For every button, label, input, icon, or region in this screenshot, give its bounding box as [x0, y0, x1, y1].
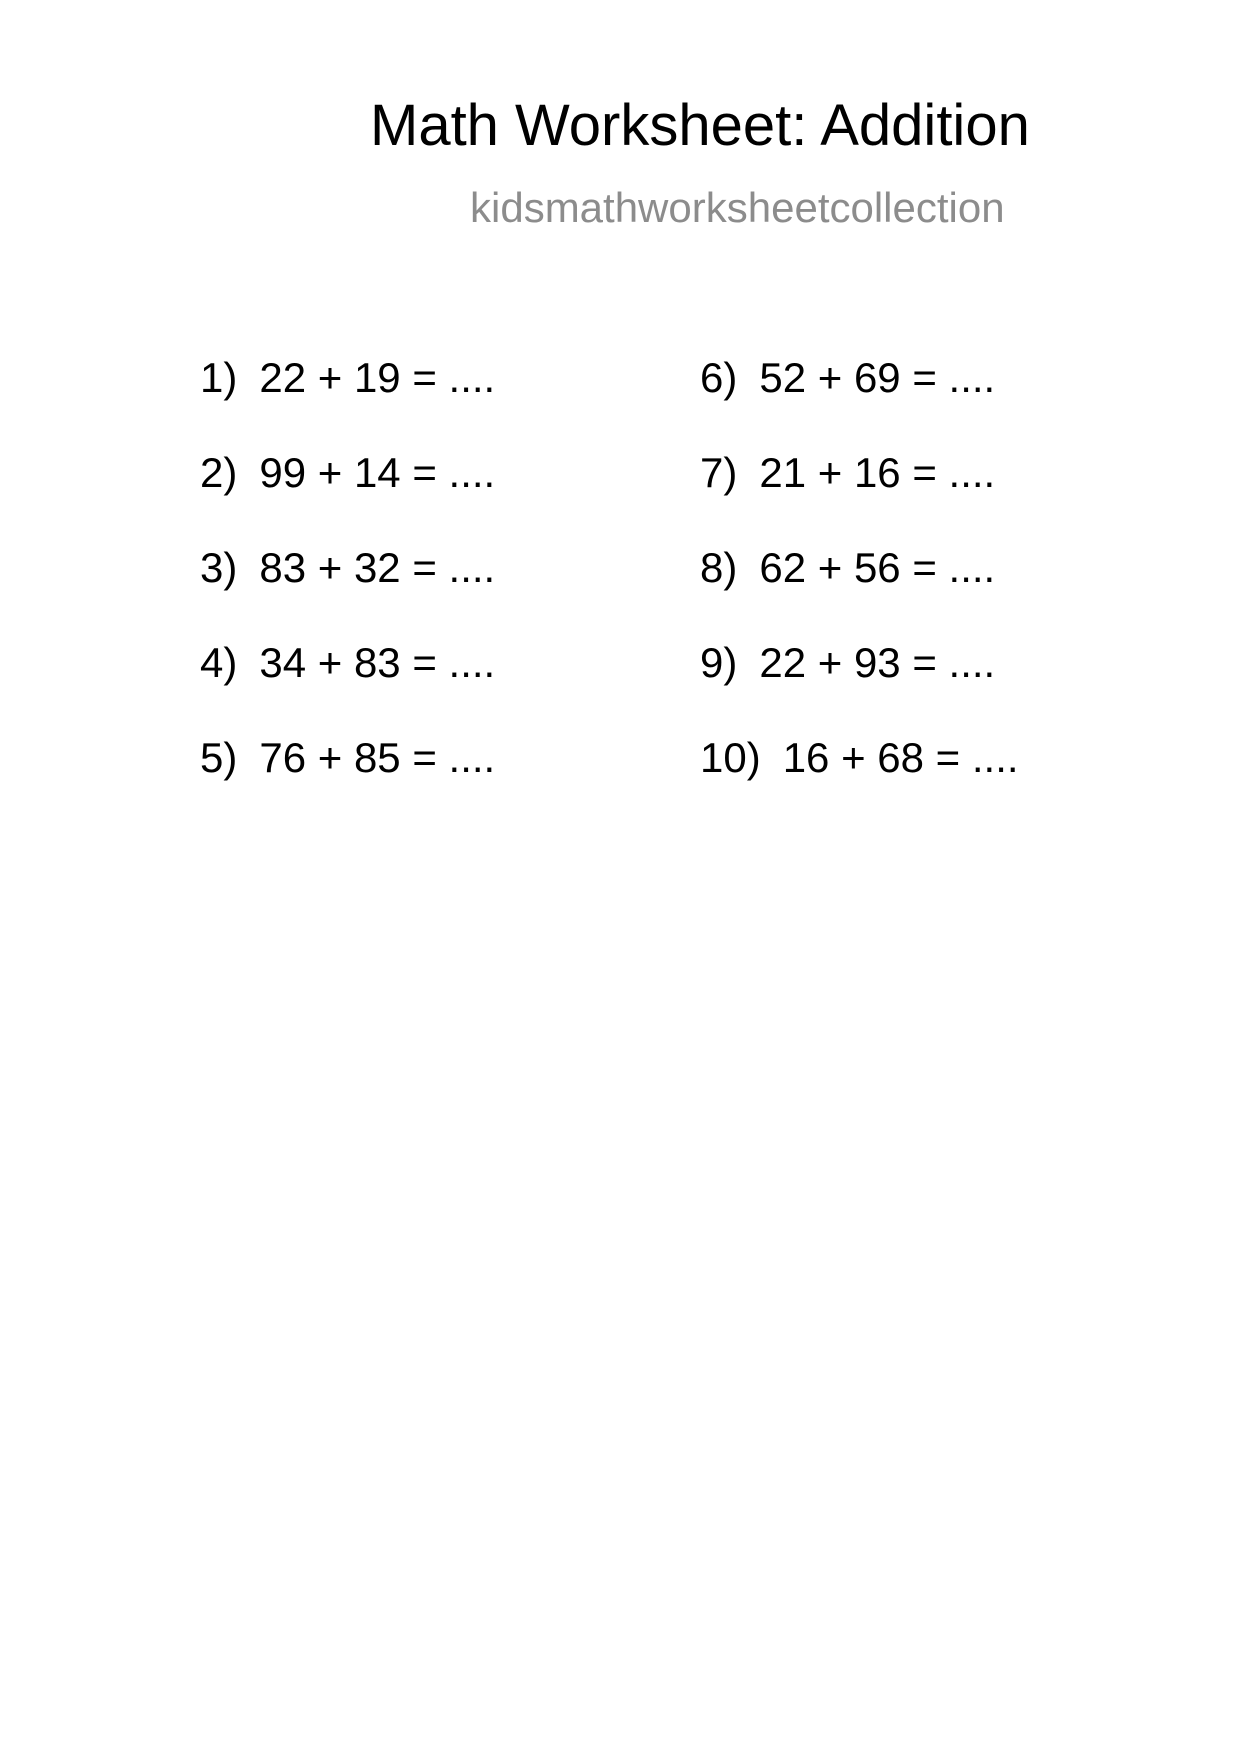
problem-item — [200, 544, 496, 591]
page-subtitle: kidsmathworksheetcollection — [470, 184, 1005, 231]
problem-number: 4) — [200, 639, 238, 686]
problem-item — [700, 354, 996, 401]
problem-expression: 22 + 19 = .... — [259, 354, 496, 401]
problem-expression: 99 + 14 = .... — [259, 449, 496, 496]
problem-expression: 62 + 56 = .... — [759, 544, 996, 591]
problem-item — [200, 449, 496, 496]
problem-item — [200, 734, 496, 781]
problem-item — [200, 639, 496, 686]
problem-item — [700, 544, 996, 591]
problem-number: 6) — [700, 354, 738, 401]
problem-number: 9) — [700, 639, 738, 686]
problem-number: 5) — [200, 734, 238, 781]
problem-number: 10) — [700, 734, 761, 781]
problem-expression: 76 + 85 = .... — [259, 734, 496, 781]
problem-expression: 83 + 32 = .... — [259, 544, 496, 591]
problem-number: 2) — [200, 449, 238, 496]
problem-expression: 34 + 83 = .... — [259, 639, 496, 686]
problem-expression: 16 + 68 = .... — [782, 734, 1019, 781]
problem-number: 8) — [700, 544, 738, 591]
problem-number: 3) — [200, 544, 238, 591]
problem-item — [700, 734, 1019, 781]
problem-expression: 22 + 93 = .... — [759, 639, 996, 686]
problem-number: 1) — [200, 354, 238, 401]
problem-item — [700, 639, 996, 686]
problem-expression: 21 + 16 = .... — [759, 449, 996, 496]
problem-item — [700, 449, 996, 496]
page-title: Math Worksheet: Addition — [370, 93, 1030, 158]
problem-expression: 52 + 69 = .... — [759, 354, 996, 401]
problem-item — [200, 354, 496, 401]
problem-number: 7) — [700, 449, 738, 496]
